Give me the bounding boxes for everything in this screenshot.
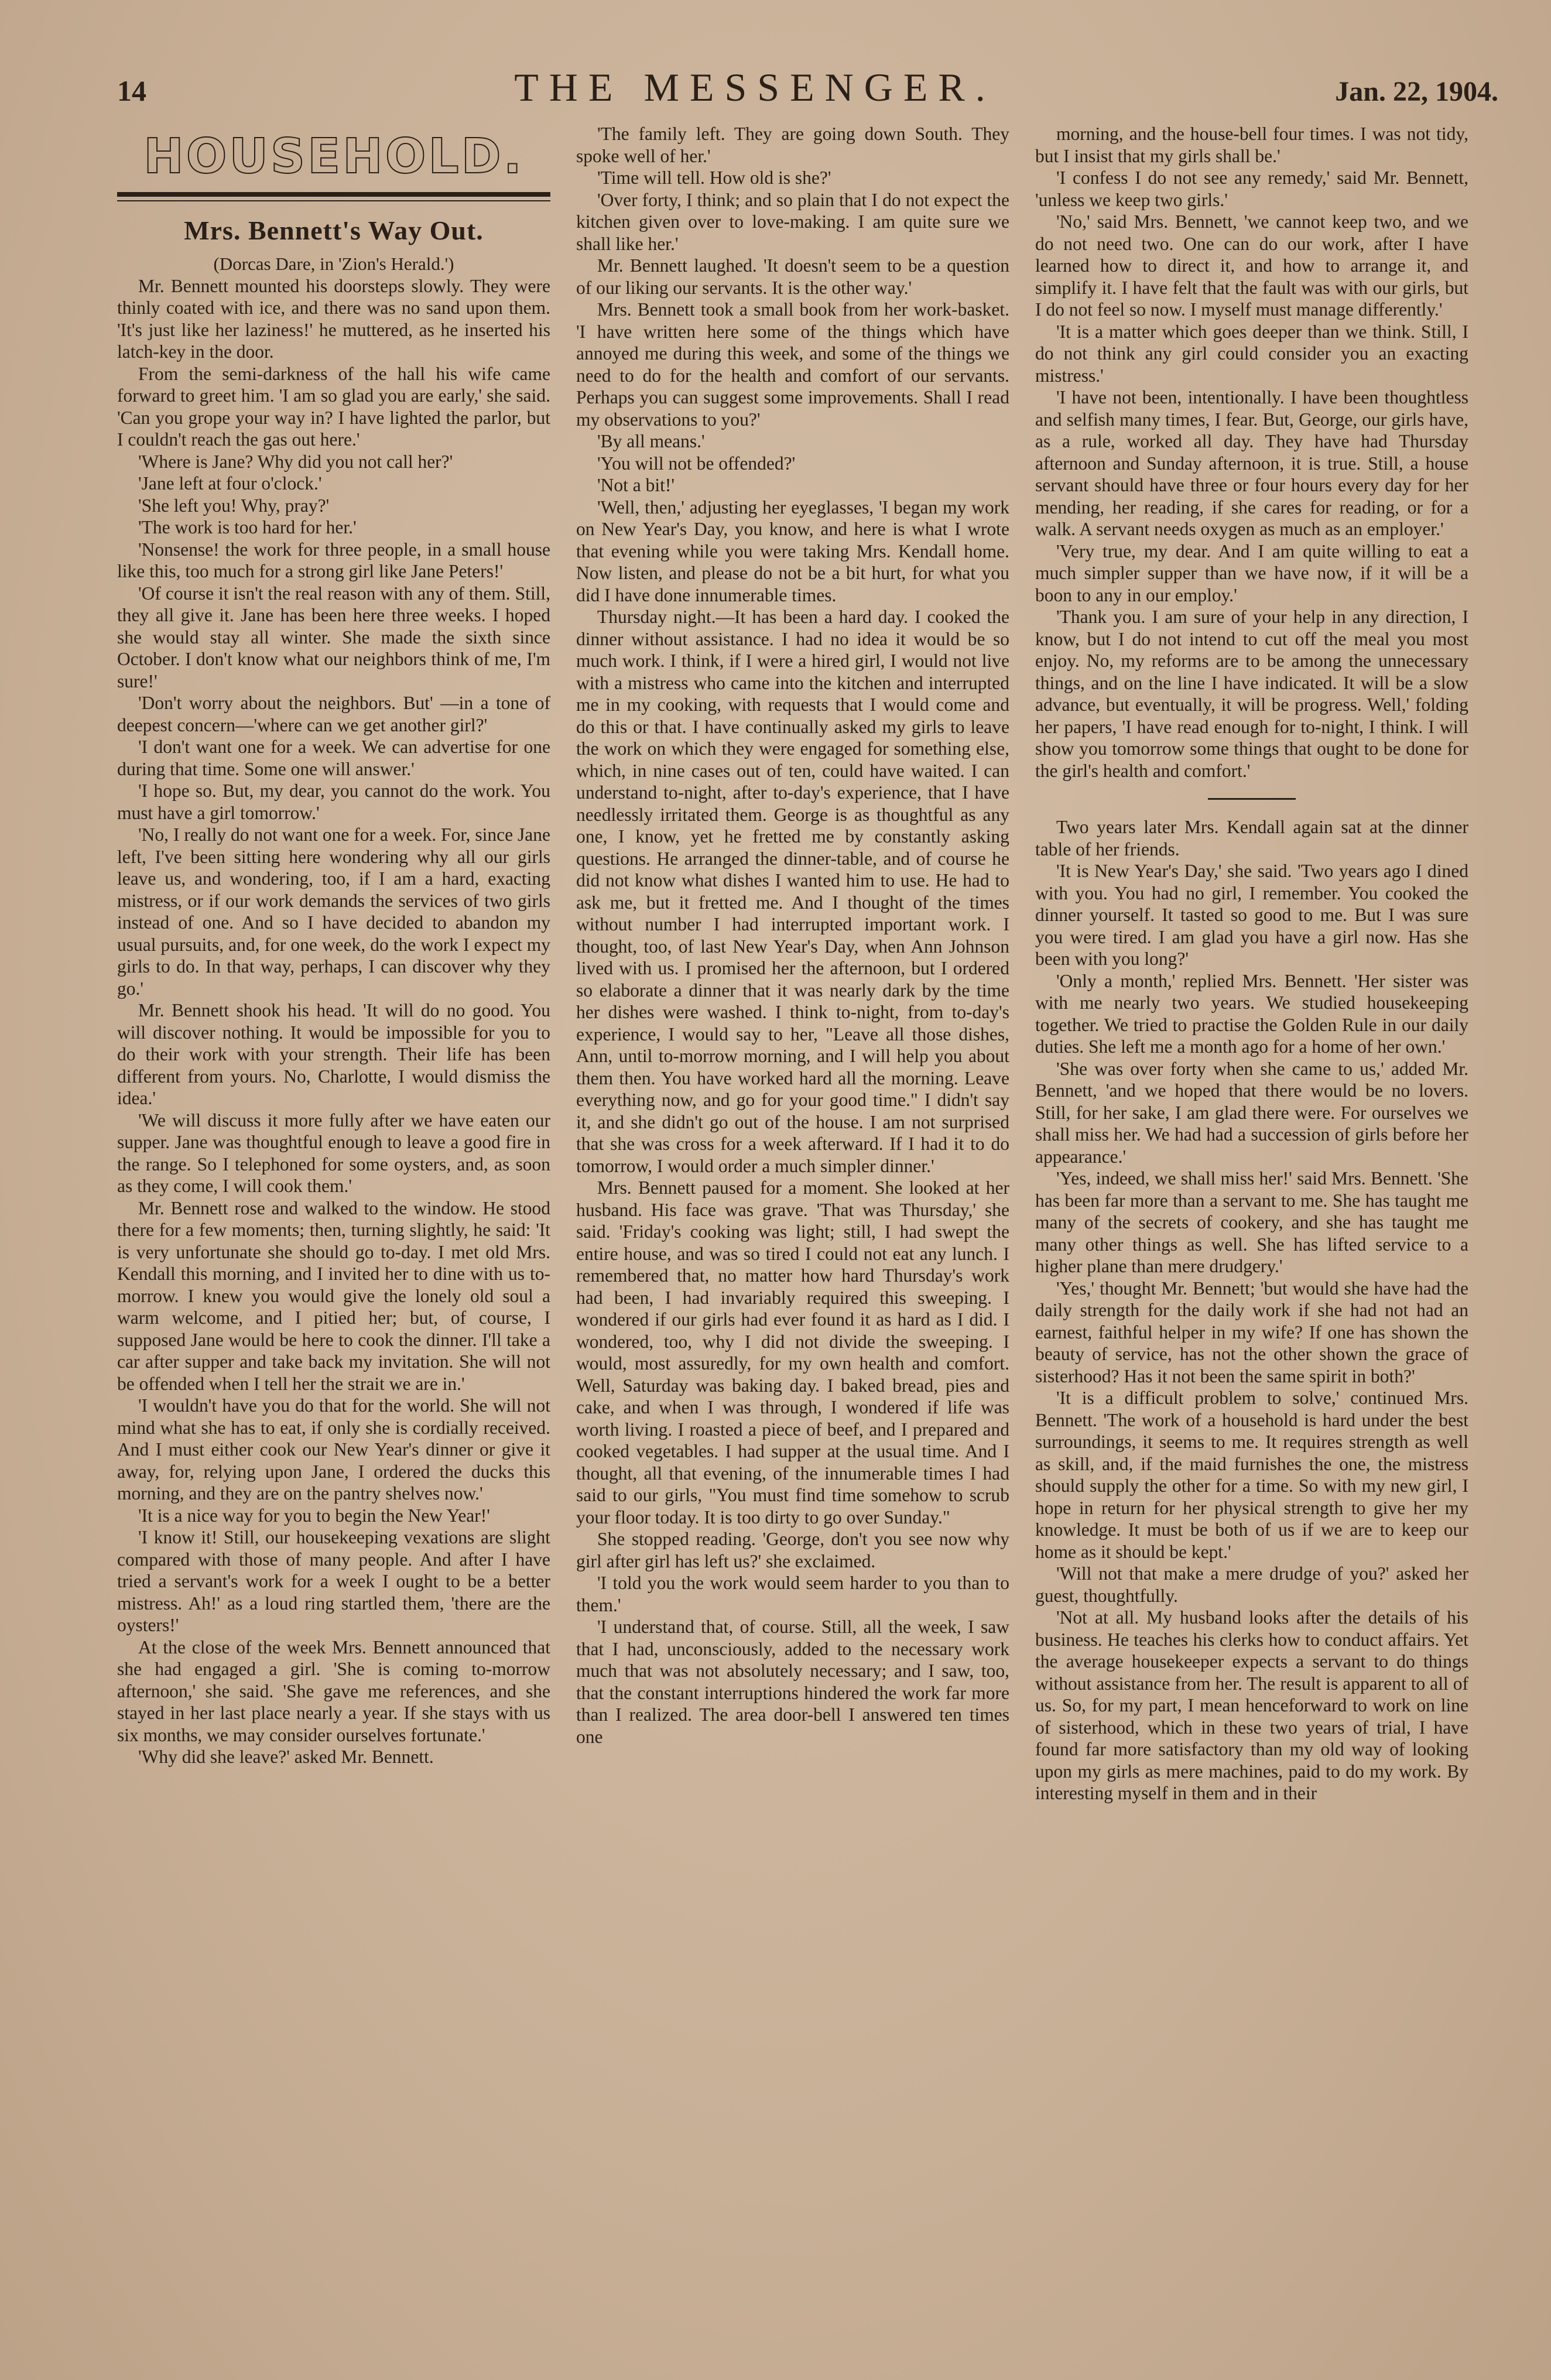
section-heading: HOUSEHOLD.: [143, 129, 524, 184]
paragraph: 'I hope so. But, my dear, you cannot do the work. You must have a girl tomorrow.': [117, 780, 550, 823]
paragraph: 'You will not be offended?': [597, 453, 796, 474]
paragraph: 'Well, then,' adjusting her eyeglasses, 'I began my work on New Year's Day, you know, and here is what I wrote that evening while you were taking Mrs. Kendall home. Now listen, and please do not be a bit hurt, for what you did I have done innumerable times.: [576, 496, 1009, 605]
paragraph: At the close of the week Mrs. Bennett announced that she had engaged a girl. 'She is coming to-morrow afternoon,' she said. 'She gave me references, and she stayed in her last place nearly a year. If she stays with us six months, we may consider ourselves fortunate.': [117, 1636, 550, 1745]
paragraph: Thursday night.—It has been a hard day. I cooked the dinner without assistance. I had no idea it would be so much work. I think, if I were a hired girl, I would not live with a mistress who came into the kitchen and interrupted me in my cooking, with requests that I would come and do this or that. I have continually asked my girls to leave the work on which they were engaged for something else, which, in nine cases out of ten, could have waited. I can understand to-night, after to-day's experience, that I have needlessly irritated them. George is as thoughtful as any one, I know, yet he fretted me by constantly asking questions. He arranged the dinner-table, and of course he did not know what dishes I wanted him to use. He had to ask me, but it fretted me. And I thought of the times without number I had interrupted important work. I thought, too, of last New Year's Day, when Ann Johnson lived with us. I promised her the afternoon, but I ordered so elaborate a dinner that it was nearly dark by the time her dishes were washed. I think to-night, from to-day's experience, I would say to her, "Leave all those dishes, Ann, until to-morrow morning, and I will help you about them then. You have worked hard all the morning. Leave everything now, and go for your good time." I didn't say it, and she didn't go out of the house. I am not surprised that she was cross for a week afterward. If I had it to do tomorrow, I would order a much simpler dinner.': [576, 607, 1009, 1176]
article-title: Mrs. Bennett's Way Out.: [184, 215, 484, 245]
columns: [117, 123, 1498, 2336]
paragraph: 'The family left. They are going down South. They spoke well of her.': [576, 124, 1009, 166]
paragraph: 'It is a matter which goes deeper than we think. Still, I do not think any girl could consider you an exacting mistress.': [1035, 321, 1468, 386]
paragraph: 'Yes,' thought Mr. Bennett; 'but would she have had the daily strength for the daily work if she had not had an earnest, faithful helper in my wife? If one has shown the beauty of service, has not the other shown the grace of sisterhood? Has it not been the same spirit in both?': [1035, 1278, 1468, 1386]
page-number: 14: [117, 74, 146, 107]
paragraph: 'Very true, my dear. And I am quite willing to eat a much simpler supper than we have now, if it will be a boon to any in our employ.': [1035, 540, 1468, 605]
section-divider: [1208, 798, 1296, 800]
paragraph: 'Nonsense! the work for three people, in a small house like this, too much for a strong girl like Jane Peters!': [117, 539, 550, 581]
paragraph: 'I confess I do not see any remedy,' said Mr. Bennett, 'unless we keep two girls.': [1035, 167, 1468, 210]
paragraph: 'Time will tell. How old is she?': [597, 167, 831, 188]
paragraph: Mrs. Bennett paused for a moment. She looked at her husband. His face was grave. 'That was Thursday,' she said. 'Friday's cooking was light; still, I had swept the entire house, and was so tired I could not eat any lunch. I remembered that, no matter how hard Thursday's work had been, I had invariably required this sweeping. I wondered if our girls had ever found it as hard as I did. I wondered, too, why I did not divide the sweeping. I would, most assuredly, for my own health and comfort. Well, Saturday was baking day. I baked bread, pies and cake, and when I was through, I wondered if life was worth living. I roasted a piece of beef, and I prepared and cooked vegetables. I had supper at the usual time. And I thought, all that evening, of the innumerable times I had said to our girls, "You must find time somehow to scrub your floor today. It is too dirty to go over Sunday.": [576, 1177, 1009, 1528]
paragraph: 'I have not been, intentionally. I have been thoughtless and selfish many times, I fear. But, George, our girls have, as a rule, worked all day. They have had Thursday afternoon and Sunday afternoon, it is true. Still, a house servant should have three or four hours every day for her mending, her reading, if she cares for reading, or for a walk. A servant needs oxygen as much as an employer.': [1035, 387, 1468, 539]
paragraph: Mrs. Bennett took a small book from her work-basket. 'I have written here some of the things which have annoyed me during this week, and some of the things we need to do for the health and comfort of our servants. Perhaps you can suggest some improvements. Shall I read my observations to you?': [576, 299, 1009, 430]
paragraph: 'No,' said Mrs. Bennett, 'we cannot keep two, and we do not need two. One can do our work, after I have learned how to direct it, and how to arrange it, and simplify it. I have felt that the fault was with our girls, but I do not feel so now. I myself must manage differently.': [1035, 211, 1468, 320]
paragraph: 'By all means.': [597, 431, 705, 451]
paragraph: 'Jane left at four o'clock.': [138, 473, 322, 494]
paragraph: 'Why did she leave?' asked Mr. Bennett.: [138, 1747, 434, 1767]
paragraph: 'Where is Jane? Why did you not call her?': [138, 451, 453, 472]
paragraph: 'I understand that, of course. Still, all the week, I saw that I had, unconsciously, added to the necessary work much that was not absolutely necessary; and I saw, too, that the constant interruptions hindered the work far more than I realized. The area door-bell I answered ten times one: [576, 1617, 1009, 1747]
paragraph: 'She left you! Why, pray?': [138, 495, 330, 516]
paragraph: Mr. Bennett rose and walked to the window. He stood there for a few moments; then, turning slightly, he said: 'It is very unfortunate she should go to-day. I met old Mrs. Kendall this morning, and I invited her to dine with us to-morrow. I knew you would give the lonely old soul a warm welcome, and I pitied her; but, of course, I supposed Jane would be here to cook the dinner. I'll take a car after supper and take back my invitation. She will not be offended when I tell her the strait we are in.': [117, 1197, 550, 1394]
paragraph: 'It is a difficult problem to solve,' continued Mrs. Bennett. 'The work of a household is hard under the best surroundings, it seems to me. It requires strength as well as skill, and, if the maid furnishes the one, the mistress should supply the other for a time. So with my new girl, I hope in return for her physical strength to give her my knowledge. It must be both of us if we are to keep our home as it should be kept.': [1035, 1388, 1468, 1562]
paragraph: 'Not at all. My husband looks after the details of his business. He teaches his clerks how to conduct affairs. Yet the average housekeeper expects a servant to do things without assistance from her. The result is apparent to all of us. So, for my part, I mean henceforward to work on line of sisterhood, which in these two years of trial, I have found far more satisfactory than my old way of looking upon my girls as mere machines, paid to do my work. By interesting myself in them and in their: [1035, 1607, 1468, 1803]
paragraph: 'Not a bit!': [597, 475, 675, 495]
paragraph: 'Don't worry about the neighbors. But' —in a tone of deepest concern—'where can we get another girl?': [117, 693, 550, 735]
paragraph: 'No, I really do not want one for a week. For, since Jane left, I've been sitting here wondering why all our girls leave us, and wondering, too, if I am a hard, exacting mistress, or if our work demands the services of two girls instead of one. And so I have decided to abandon my usual pursuits, and, for one week, do the work I expect my girls to do. In that way, perhaps, I can discover why they go.': [117, 824, 550, 999]
paragraph: 'Will not that make a mere drudge of you?' asked her guest, thoughtfully.: [1035, 1563, 1468, 1606]
issue-date: Jan. 22, 1904.: [1335, 76, 1498, 107]
paragraph: 'Only a month,' replied Mrs. Bennett. 'Her sister was with me nearly two years. We studied housekeeping together. We tried to practise the Golden Rule in our daily duties. She left me a month ago for a home of her own.': [1035, 970, 1468, 1057]
paragraph: 'The work is too hard for her.': [138, 517, 357, 537]
publication-title: THE MESSENGER.: [514, 65, 996, 109]
paragraph: morning, and the house-bell four times. I was not tidy, but I insist that my girls shall be.': [1035, 124, 1468, 166]
paragraph: 'Yes, indeed, we shall miss her!' said Mrs. Bennett. 'She has been far more than a servant to me. She has taught me many of the secrets of cookery, and she has taught me many other things as well. She has lifted service to a higher plane than mere drudgery.': [1035, 1168, 1468, 1276]
paragraph: 'I told you the work would seem harder to you than to them.': [576, 1573, 1009, 1615]
paragraph: Mr. Bennett mounted his doorsteps slowly. They were thinly coated with ice, and there was no sand upon them. 'It's just like her laziness!' he muttered, as he inserted his latch-key in the door.: [117, 275, 550, 362]
paragraph: 'Thank you. I am sure of your help in any direction, I know, but I do not intend to cut off the meal you most enjoy. No, my reforms are to be among the unnecessary things, and on the line I have indicated. It will be a slow advance, but eventually, it will be progress. Well,' folding her papers, 'I have read enough for to-night, I think. I will show you tomorrow some things that ought to be done for the girl's health and comfort.': [1035, 607, 1468, 781]
article-byline: (Dorcas Dare, in 'Zion's Herald.'): [213, 254, 454, 274]
paragraph: 'I know it! Still, our housekeeping vexations are slight compared with those of many people. And after I have tried a servant's work for a week I ought to be a better mistress. Ah!' as a loud ring startled them, 'there are the oysters!': [117, 1527, 550, 1635]
paragraph: 'Over forty, I think; and so plain that I do not expect the kitchen given over to love-making. I am quite sure we shall like her.': [576, 189, 1009, 254]
paragraph: Two years later Mrs. Kendall again sat at the dinner table of her friends.: [1035, 817, 1468, 859]
column-1: [117, 123, 550, 2336]
paragraph: Mr. Bennett shook his head. 'It will do no good. You will discover nothing. It would be impossible for you to do their work with your strength. Their life has been different from yours. No, Charlotte, I would dismiss the idea.': [117, 1000, 550, 1108]
paragraph: Mr. Bennett laughed. 'It doesn't seem to be a question of our liking our servants. It is the other way.': [576, 255, 1009, 298]
paragraph: 'She was over forty when she came to us,' added Mr. Bennett, 'and we hoped that there would be no lovers. Still, for her sake, I am glad there were. For ourselves we shall miss her. We had had a succession of girls before her appearance.': [1035, 1058, 1468, 1167]
paragraph: From the semi-darkness of the hall his wife came forward to greet him. 'I am so glad you are early,' she said. 'Can you grope your way in? I have lighted the parlor, but I couldn't reach the gas out here.': [117, 363, 550, 450]
paragraph: 'We will discuss it more fully after we have eaten our supper. Jane was thoughtful enough to leave a good fire in the range. So I telephoned for some oysters, and, as soon as they come, I will cook them.': [117, 1109, 550, 1196]
paragraph: 'I don't want one for a week. We can advertise for one during that time. Some one will answer.': [117, 737, 550, 779]
paragraph: She stopped reading. 'George, don't you see now why girl after girl has left us?' she exclaimed.: [576, 1529, 1009, 1571]
heading-rule-thick: [117, 192, 550, 197]
masthead: [117, 64, 1498, 111]
column-2: [576, 123, 1009, 2336]
paragraph: 'I wouldn't have you do that for the world. She will not mind what she has to eat, if only she is cordially received. And I must either cook our New Year's dinner or give it away, for, relying upon Jane, I ordered the ducks this morning, and they are on the pantry shelves now.': [117, 1395, 550, 1504]
column-3: [1035, 123, 1468, 2336]
paragraph: 'It is a nice way for you to begin the New Year!': [138, 1505, 490, 1526]
heading-rule-thin: [117, 200, 550, 201]
paragraph: 'Of course it isn't the real reason with any of them. Still, they all give it. Jane has been here three weeks. I hoped she would stay all winter. She made the sixth since October. I don't know what our neighbors think of me, I'm sure!': [117, 583, 550, 691]
paragraph: 'It is New Year's Day,' she said. 'Two years ago I dined with you. You had no girl, I remember. You cooked the dinner yourself. It tasted so good to me. But I was sure you were tired. I am glad you have a girl now. Has she been with you long?': [1035, 861, 1468, 969]
